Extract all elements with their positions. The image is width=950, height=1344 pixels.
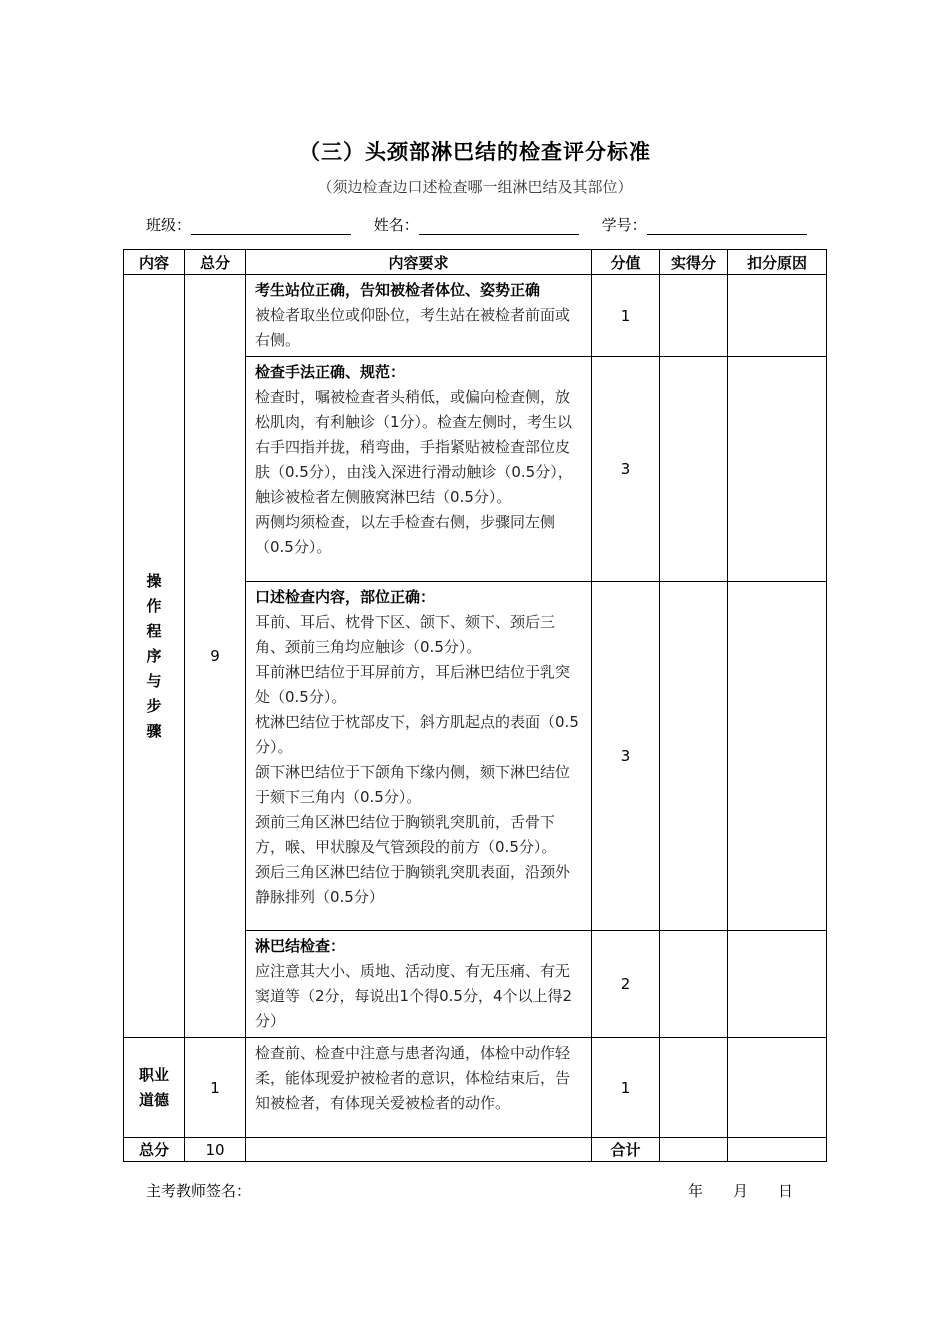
class-label: 班级： [146, 216, 192, 234]
points-cell: 1 [592, 275, 660, 357]
name-field[interactable] [419, 217, 579, 235]
points-cell: 1 [592, 1038, 660, 1138]
header-deduction-reason: 扣分原因 [728, 250, 827, 275]
section-total-procedure: 9 [185, 275, 246, 1038]
deduction-reason-cell[interactable] [728, 582, 827, 931]
deduction-reason-cell[interactable] [728, 1038, 827, 1138]
total-label: 总分 [124, 1138, 185, 1162]
month-label: 月 [733, 1182, 749, 1200]
class-field[interactable] [191, 217, 351, 235]
section-total-ethics: 1 [185, 1038, 246, 1138]
table-row [124, 275, 827, 357]
requirement-cell: 检查前、检查中注意与患者沟通，体检中动作轻柔，能体现爱护被检者的意识，体检结束后，告知被检者，有体现关爱被检者的动作。 [246, 1038, 592, 1138]
student-id-field[interactable] [647, 217, 807, 235]
deduction-total-cell[interactable] [728, 1138, 827, 1162]
table-header-row [124, 250, 827, 275]
day-label: 日 [778, 1182, 794, 1200]
requirement-cell: 检查手法正确、规范： 检查时，嘱被检查者头稍低，或偏向检查侧，放松肌肉，有利触诊（1分）。检查左侧时，考生以右手四指并拢，稍弯曲，手指紧贴被检查部位皮肤（0.5分），由浅入深进行滑动触诊（0.5分），触诊被检者左侧腋窝淋巴结（0.5分）。 两侧均须检查，以左手检查右侧，步骤同左侧（0.5分）。 [246, 357, 592, 582]
student-info-row [146, 214, 825, 235]
sum-label: 合计 [592, 1138, 660, 1162]
scoring-table [123, 249, 827, 1162]
header-content: 内容 [124, 250, 185, 275]
page-subtitle: （须边检查边口述检查哪一组淋巴结及其部位） [317, 178, 633, 196]
total-value: 10 [185, 1138, 246, 1162]
header-points: 分值 [592, 250, 660, 275]
page-title: （三）头颈部淋巴结的检查评分标准 [299, 140, 651, 164]
requirement-cell: 淋巴结检查： 应注意其大小、质地、活动度、有无压痛、有无窦道等（2分，每说出1个得0.5分，4个以上得2分） [246, 931, 592, 1038]
header-requirements: 内容要求 [246, 250, 592, 275]
total-row [124, 1138, 827, 1162]
header-earned: 实得分 [660, 250, 728, 275]
date-line [688, 1180, 793, 1201]
header-total: 总分 [185, 250, 246, 275]
deduction-reason-cell[interactable] [728, 931, 827, 1038]
total-empty-cell [246, 1138, 592, 1162]
points-cell: 2 [592, 931, 660, 1038]
points-cell: 3 [592, 582, 660, 931]
name-label: 姓名： [373, 216, 419, 234]
student-id-label: 学号： [601, 216, 647, 234]
deduction-reason-cell[interactable] [728, 275, 827, 357]
earned-cell[interactable] [660, 582, 728, 931]
earned-cell[interactable] [660, 275, 728, 357]
table-row [124, 1038, 827, 1138]
earned-cell[interactable] [660, 1038, 728, 1138]
section-label-procedure: 操 作 程 序 与 步 骤 [124, 275, 185, 1038]
year-label: 年 [688, 1182, 704, 1200]
section-label-ethics: 职业 道德 [124, 1038, 185, 1138]
requirement-cell: 口述检查内容，部位正确： 耳前、耳后、枕骨下区、颌下、颏下、颈后三角、颈前三角均应触诊（0.5分）。 耳前淋巴结位于耳屏前方，耳后淋巴结位于乳突处（0.5分）。 枕淋巴结位于枕部皮下，斜方肌起点的表面（0.5分）。 颌下淋巴结位于下颌角下缘内侧，颏下淋巴结位于颏下三角内（0.5分）。 颈前三角区淋巴结位于胸锁乳突肌前，舌骨下方，喉、甲状腺及气管颈段的前方（0.5分）。 颈后三角区淋巴结位于胸锁乳突肌表面，沿颈外静脉排列（0.5分） [246, 582, 592, 931]
requirement-cell: 考生站位正确，告知被检者体位、姿势正确 被检者取坐位或仰卧位，考生站在被检者前面或右侧。 [246, 275, 592, 357]
examiner-signature-label: 主考教师签名： [146, 1182, 252, 1200]
earned-cell[interactable] [660, 931, 728, 1038]
points-cell: 3 [592, 357, 660, 582]
deduction-reason-cell[interactable] [728, 357, 827, 582]
earned-total-cell[interactable] [660, 1138, 728, 1162]
earned-cell[interactable] [660, 357, 728, 582]
